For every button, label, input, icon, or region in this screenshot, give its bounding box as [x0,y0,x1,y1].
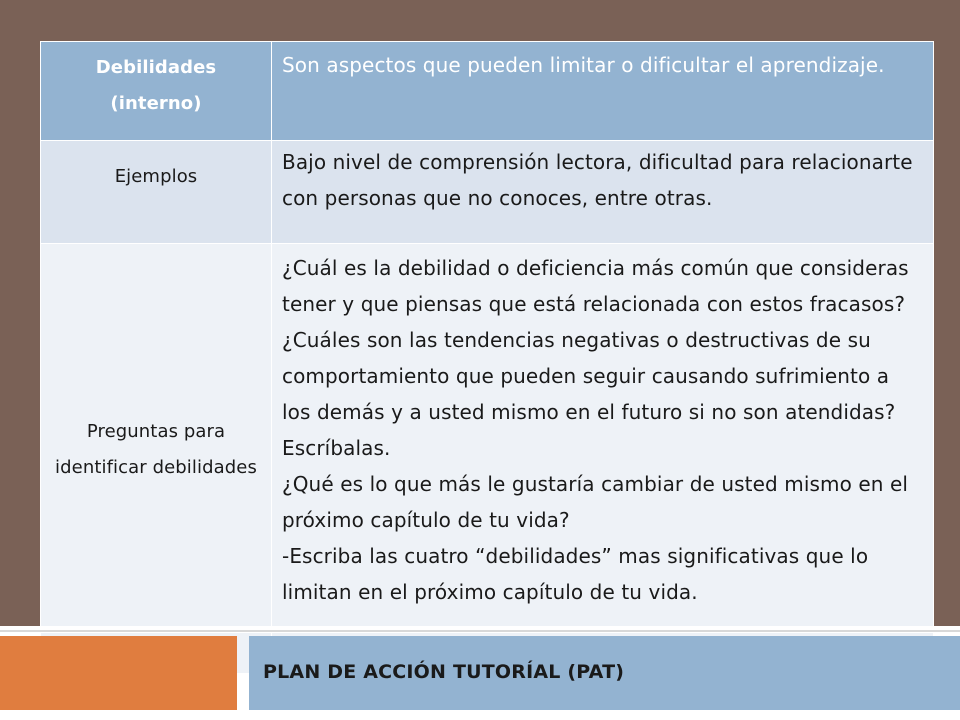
footer-accent-block [0,636,237,710]
divider-line [0,630,960,632]
row-content-examples [272,141,934,244]
question-4: -Escriba las cuatro “debilidades” mas significativas que lo limitan en el próximo capítulo de tu vida. [282,544,869,604]
question-1: ¿Cuál es la debilidad o deficiencia más común que consideras tener y que piensas que está relacionada con estos fracasos? [282,256,909,316]
weaknesses-table [40,41,934,674]
footer-bar [249,636,960,710]
table-row [41,42,934,141]
table-row [41,141,934,244]
definition-text: Son aspectos que pueden limitar o dificultar el aprendizaje. [282,53,885,77]
row-content-questions [272,244,934,674]
footer-title: PLAN DE ACCIÓN TUTORÍAL (PAT) [263,661,625,683]
examples-text: Bajo nivel de comprensión lectora, dificultad para relacionarte con personas que no conoces, entre otras. [282,150,913,210]
row-label-examples: Ejemplos [41,141,272,244]
question-2: ¿Cuáles son las tendencias negativas o destructivas de su comportamiento que pueden seguir causando sufrimiento a los demás y a usted mismo en el futuro si no son atendidas? Escríbalas. [282,328,896,460]
row-label-weaknesses: Debilidades (interno) [41,42,272,141]
question-3: ¿Qué es lo que más le gustaría cambiar de usted mismo en el próximo capítulo de tu vida? [282,472,909,532]
table-row [41,244,934,674]
row-content-definition [272,42,934,141]
row-label-questions: Preguntas para identificar debilidades [41,244,272,674]
